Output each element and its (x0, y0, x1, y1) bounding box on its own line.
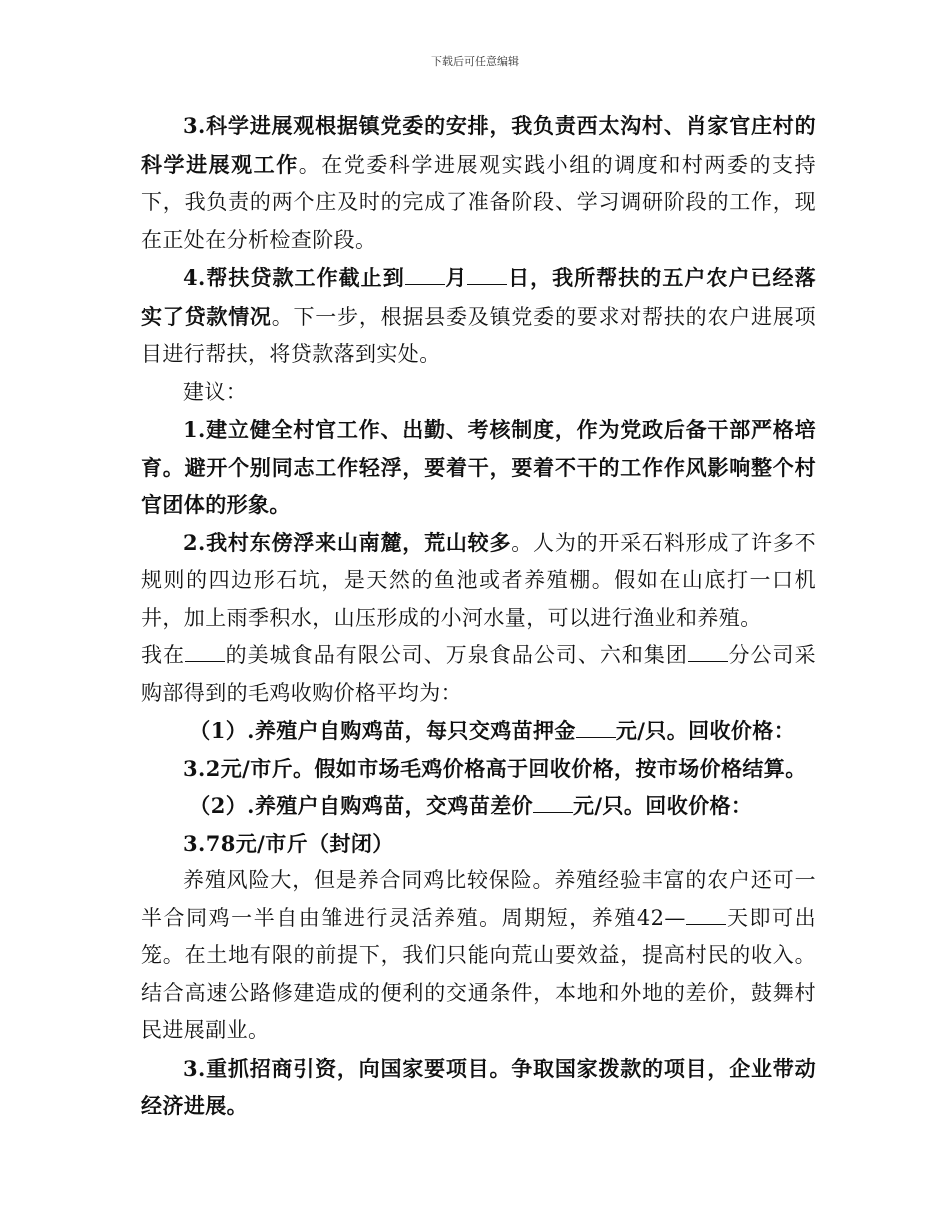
suggestion-heading: 建议： (183, 379, 248, 404)
price-option-1 (141, 712, 816, 750)
suggestion-2 (141, 524, 816, 638)
text-part: 元/只。回收价格： (573, 793, 753, 818)
price-intro (141, 637, 816, 712)
paragraph-text: 。人为的开采石料形成了许多不规则的四边形石坑，是天然的鱼池或者养殖棚。假如在山底打一口机井，加上雨季积水，山压形成的小河水量，可以进行渔业和养殖。 (141, 530, 816, 630)
paragraph-heading: 2.我村东傍浮来山南麓，荒山较多 (183, 529, 512, 555)
paragraph-heading: 3.科学进展观根据镇党委的安排，我负责西太沟村、肖家官庄村的科学进展观工作 (141, 113, 816, 177)
text-part: 元/只。回收价格： (615, 718, 796, 743)
risk-paragraph (141, 862, 816, 1050)
page-header: 下载后可任意编辑 (431, 55, 519, 68)
paragraph-text: 。下一步，根据县委及镇党委的要求对帮扶的农户进展项目进行帮扶，将贷款落到实处。 (141, 304, 816, 366)
price-option-1-detail: 3.2元/市斤。假如市场毛鸡价格高于回收价格，按市场价格结算。 (183, 755, 807, 781)
document-body (141, 107, 816, 1125)
suggestion-1: 1.建立健全村官工作、出勤、考核制度，作为党政后备干部严格培育。避开个别同志工作轻浮，要着干，要着不干的工作作风影响整个村官团体的形象。 (141, 417, 816, 517)
paragraph-heading-part: 日，我所帮扶的五户农户已经落实了贷款情况 (141, 265, 816, 329)
fill-blank (185, 641, 225, 662)
fill-blank (688, 641, 728, 662)
fill-blank (533, 792, 573, 813)
paragraph-text: 。在党委科学进展观实践小组的调度和村两委的支持下，我负责的两个庄及时的完成了准备阶段、学习调研阶段的工作，现在正处在分析检查阶段。 (141, 152, 816, 252)
fill-blank (686, 904, 726, 925)
price-option-2-detail: 3.78元/市斤（封闭） (183, 830, 394, 856)
text-part: 的美城食品有限公司、万泉食品公司、六和集团 (225, 643, 688, 667)
text-part: 天即可出笼。在土地有限的前提下，我们只能向荒山要效益，提高村民的收入。结合高速公路修建造成的便利的交通条件，本地和外地的差价，鼓舞村民进展副业。 (141, 905, 816, 1042)
price-option-2 (141, 787, 816, 825)
fill-blank (576, 717, 616, 738)
suggestion-3: 3.重抓招商引资，向国家要项目。争取国家拨款的项目，企业带动经济进展。 (141, 1055, 816, 1118)
text-part: 分公司采购部得到的毛鸡收购价格平均为： (141, 643, 816, 705)
text-part: （1）.养殖户自购鸡苗，每只交鸡苗押金 (189, 718, 576, 743)
text-part: 养殖风险大，但是养合同鸡比较保险。养殖经验丰富的农户还可一半合同鸡一半自由雏进行灵活养殖。周期短，养殖42— (141, 868, 816, 930)
text-part: （2）.养殖户自购鸡苗，交鸡苗差价 (189, 793, 534, 818)
paragraph-item-3 (141, 107, 816, 259)
fill-blank (467, 264, 507, 285)
text-part: 我在 (141, 643, 186, 667)
paragraph-heading-part: 4.帮扶贷款工作截止到 (183, 265, 405, 290)
paragraph-heading-part: 月 (444, 265, 468, 290)
paragraph-item-4 (141, 259, 816, 374)
fill-blank (405, 264, 445, 285)
